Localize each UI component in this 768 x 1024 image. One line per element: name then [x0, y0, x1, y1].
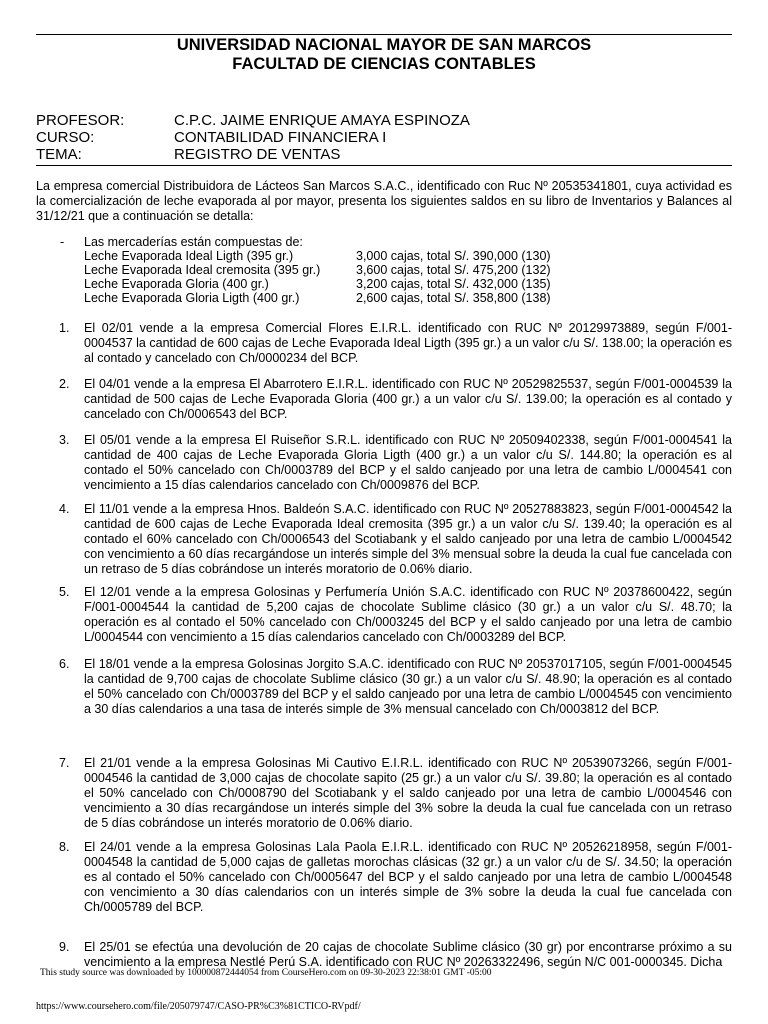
list-item-8	[36, 840, 732, 915]
intro-paragraph: La empresa comercial Distribuidora de Lácteos San Marcos S.A.C., identificado con Ruc Nº 20535341801, cuya actividad es la comercialización de leche evaporada al por mayor, presenta los siguientes saldos en su libro de Inventarios y Balances al 31/12/21 que a continuación se detalla:	[36, 179, 732, 223]
source-url[interactable]: https://www.coursehero.com/file/205079747/CASO-PR%C3%81CTICO-RVpdf/	[36, 1001, 361, 1012]
mercaderia-row	[84, 263, 604, 278]
mercaderia-detail: 3,200 cajas, total S/. 432,000 (135)	[356, 277, 551, 291]
mercaderias-bullet: -	[60, 235, 65, 249]
item-number: 5.	[59, 585, 70, 599]
item-number: 4.	[59, 502, 70, 516]
mercaderia-detail: 3,000 cajas, total S/. 390,000 (130)	[356, 249, 551, 263]
mercaderia-detail: 2,600 cajas, total S/. 358,800 (138)	[356, 291, 551, 305]
mercaderia-row	[84, 291, 604, 306]
item-text: El 04/01 vende a la empresa El Abarrotero E.I.R.L. identificado con RUC Nº 20529825537, según F/001-0004539 la cantidad de 500 cajas de Leche Evaporada Gloria (400 gr.) a un valor c/u S/. 139.00; la operación es al contado y cancelado con Ch/0006543 del BCP.	[84, 377, 732, 421]
item-number: 1.	[59, 321, 70, 335]
mercaderia-name: Leche Evaporada Ideal cremosita (395 gr.)	[84, 263, 321, 277]
top-rule	[36, 34, 732, 35]
list-item-2	[36, 377, 732, 422]
list-item-3	[36, 433, 732, 493]
item-text: El 24/01 vende a la empresa Golosinas Lala Paola E.I.R.L. identificado con RUC Nº 20526218958, según F/001-0004548 la cantidad de 5,000 cajas de galletas morochas clásicas (32 gr.) a un valor c/u de S/. 34.50; la operación es al contado el 50% cancelado con Ch/0005647 del BCP y el saldo canjeado por una letra de cambio L/0004548 con vencimiento a 30 días calendarios con un interés simple de 3% sobre la deuda la cual fue cancelada con Ch/0005789 del BCP.	[84, 840, 732, 914]
faculty-title: FACULTAD DE CIENCIAS CONTABLES	[232, 55, 536, 73]
mercaderia-name: Leche Evaporada Gloria Ligth (400 gr.)	[84, 291, 300, 305]
tema-label: TEMA:	[36, 146, 82, 163]
item-text: El 02/01 vende a la empresa Comercial Flores E.I.R.L. identificado con RUC Nº 20129973889, según F/001-0004537 la cantidad de 600 cajas de Leche Evaporada Ideal Ligth (395 gr.) a un valor c/u S/. 138.00; la operación es al contado y cancelado con Ch/0000234 del BCP.	[84, 321, 732, 365]
item-text: El 12/01 vende a la empresa Golosinas y Perfumería Unión S.A.C. identificado con RUC Nº 20378600422, según F/001-0004544 la cantidad de 5,200 cajas de chocolate Sublime clásico (30 gr.) a un valor c/u S/. 48.70; la operación es al contado el 50% cancelado con Ch/0003245 del BCP y el saldo canjeado por una letra de cambio L/0004544 con vencimiento a 15 días calendarios cancelado con Ch/0003289 del BCP.	[84, 585, 732, 644]
item-text: El 11/01 vende a la empresa Hnos. Baldeón S.A.C. identificado con RUC Nº 20527883823, según F/001-0004542 la cantidad de 600 cajas de Leche Evaporada Ideal cremosita (395 gr.) a un valor c/u S/. 139.40; la operación es al contado el 60% cancelado con Ch/0006543 del Scotiabank y el saldo canjeado por una letra de cambio L/0004542 con vencimiento a 60 días recargándose un interés simple del 3% mensual sobre la deuda la cual fue cancelada con un retraso de 5 días cobrándose un interés moratorio de 0.06% diario.	[84, 502, 732, 576]
item-number: 6.	[59, 657, 70, 671]
mercaderia-row	[84, 277, 604, 292]
list-item-7	[36, 756, 732, 831]
item-text: El 18/01 vende a la empresa Golosinas Jorgito S.A.C. identificado con RUC Nº 20537017105, según F/001-0004545 la cantidad de 9,700 cajas de chocolate Sublime clásico (30 gr.) a un valor c/u S/. 48.90; la operación es al contado el 50% cancelado con Ch/0003789 del BCP y el saldo canjeado por una letra de cambio L/0004545 con vencimiento a 30 días calendarios a una tasa de interés simple de 3% mensual cancelado con Ch/0003812 del BCP.	[84, 657, 732, 716]
mercaderia-name: Leche Evaporada Gloria (400 gr.)	[84, 277, 269, 291]
mercaderias-heading: Las mercaderías están compuestas de:	[84, 235, 303, 249]
list-item-1	[36, 321, 732, 366]
mercaderia-row	[84, 249, 604, 264]
item-number: 8.	[59, 840, 70, 854]
list-item-4	[36, 502, 732, 577]
list-item-5	[36, 585, 732, 645]
university-title: UNIVERSIDAD NACIONAL MAYOR DE SAN MARCOS	[176, 36, 592, 54]
download-source-note: This study source was downloaded by 100000872444054 from CourseHero.com on 09-30-2023 22:38:01 GMT -05:00	[40, 968, 492, 978]
mercaderia-detail: 3,600 cajas, total S/. 475,200 (132)	[356, 263, 551, 277]
item-text: El 05/01 vende a la empresa El Ruiseñor S.R.L. identificado con RUC Nº 20509402338, según F/001-0004541 la cantidad de 400 cajas de Leche Evaporada Gloria Ligth (400 gr.) a un valor c/u S/. 144.80; la operación es al contado el 50% cancelado con Ch/0003789 del BCP y el saldo canjeado por una letra de cambio L/0004541 con vencimiento a 15 días calendarios cancelado con Ch/0009876 del BCP.	[84, 433, 732, 492]
item-number: 2.	[59, 377, 70, 391]
profesor-label: PROFESOR:	[36, 112, 125, 129]
item-text: El 21/01 vende a la empresa Golosinas Mi Cautivo E.I.R.L. identificado con RUC Nº 20539073266, según F/001-0004546 la cantidad de 3,000 cajas de chocolate sapito (25 gr.) a un valor c/u S/. 39.80; la operación es al contado el 50% cancelado con Ch/0008790 del Scotiabank y el saldo canjeado por una letra de cambio L/0004546 con vencimiento a 30 días recargándose un interés simple del 3% sobre la deuda la cual fue cancelada con un retraso de 5 días cobrándose un interés moratorio de 0.06% diario.	[84, 756, 732, 830]
list-item-6	[36, 657, 732, 717]
item-number: 3.	[59, 433, 70, 447]
tema-value: REGISTRO DE VENTAS	[174, 146, 341, 163]
curso-label: CURSO:	[36, 129, 95, 146]
list-item-9	[36, 940, 732, 970]
profesor-value: C.P.C. JAIME ENRIQUE AMAYA ESPINOZA	[174, 112, 470, 129]
item-text: El 25/01 se efectúa una devolución de 20 cajas de chocolate Sublime clásico (30 gr) por encontrarse próximo a su vencimiento a la empresa Nestlé Perú S.A. identificado con RUC Nº 20263322496, según N/C 001-0000345. Dicha	[84, 940, 732, 969]
item-number: 9.	[59, 940, 70, 954]
curso-value: CONTABILIDAD FINANCIERA I	[174, 129, 387, 146]
item-number: 7.	[59, 756, 70, 770]
header-divider	[36, 165, 732, 166]
mercaderia-name: Leche Evaporada Ideal Ligth (395 gr.)	[84, 249, 294, 263]
